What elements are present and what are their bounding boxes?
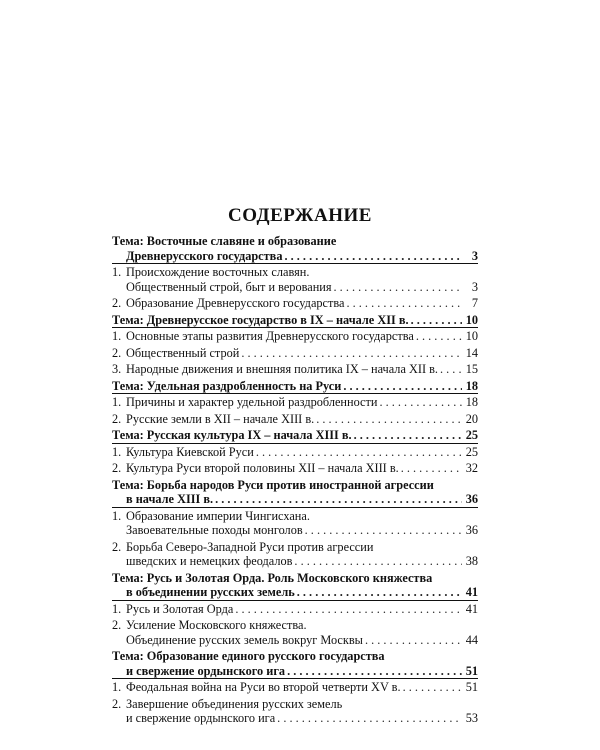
- toc-topic[interactable]: [112, 478, 478, 508]
- toc-topic-line: [112, 249, 478, 264]
- toc-item-text: Общественный строй, быт и верования: [126, 279, 332, 294]
- dot-leader: [365, 633, 462, 648]
- dot-leader: [416, 329, 462, 344]
- toc-item-number: 1.: [112, 601, 122, 616]
- toc-page-number: 38: [465, 554, 478, 568]
- toc-page-number: 18: [465, 395, 478, 409]
- dot-leader: [284, 249, 462, 264]
- toc-item-line: [112, 296, 478, 311]
- toc-item[interactable]: [112, 412, 478, 427]
- toc-item-line: [112, 523, 478, 538]
- toc-item-number: 1.: [112, 265, 122, 279]
- dot-leader: [411, 313, 462, 328]
- toc-item[interactable]: [112, 329, 478, 344]
- toc-item[interactable]: [112, 697, 478, 726]
- toc-item-number: 1.: [112, 329, 122, 343]
- toc-topic-line: [112, 428, 478, 443]
- toc-item-line: [112, 412, 478, 427]
- toc-topic[interactable]: [112, 571, 478, 601]
- dot-leader: [256, 445, 462, 460]
- dot-leader: [379, 395, 462, 410]
- toc-topic-line: [112, 492, 478, 507]
- toc-item-number: 1.: [112, 508, 122, 523]
- toc-page-number: 25: [465, 444, 478, 459]
- toc-topic[interactable]: [112, 313, 478, 329]
- toc-item[interactable]: [112, 265, 478, 294]
- toc-item-line: [112, 711, 478, 726]
- toc-topic-line: [112, 664, 478, 679]
- toc-item-line: [112, 509, 478, 524]
- toc-page-number: 32: [465, 461, 478, 475]
- toc-page-number: 3: [471, 248, 478, 263]
- toc-page-number: 3: [471, 279, 478, 294]
- toc-page-number: 41: [465, 585, 478, 599]
- toc-topic-text: Тема: Русь и Золотая Орда. Роль Московского княжества: [112, 570, 433, 585]
- toc-item-line: [112, 618, 478, 633]
- toc-item-line: [112, 395, 478, 410]
- toc-item-line: [112, 265, 478, 280]
- toc-item-text: Причины и характер удельной раздробленности: [126, 395, 378, 409]
- toc-item-line: [112, 461, 478, 476]
- toc-item-text: Русь и Золотая Орда: [126, 601, 234, 616]
- toc-item-line: [112, 554, 478, 569]
- toc-item-line: [112, 329, 478, 344]
- toc-item-text: Культура Киевской Руси: [126, 444, 254, 459]
- toc-item-number: 1.: [112, 444, 122, 459]
- toc-item[interactable]: [112, 680, 478, 695]
- toc-topic-text: Тема: Борьба народов Руси против иностранной агрессии: [112, 477, 434, 492]
- dot-leader: [334, 280, 462, 295]
- dot-leader: [346, 296, 462, 311]
- toc-page-number: 51: [465, 663, 478, 678]
- toc-item[interactable]: [112, 296, 478, 311]
- toc-item[interactable]: [112, 618, 478, 647]
- toc-page-number: 41: [465, 601, 478, 616]
- toc-item-text: Русские земли в XII – начале XIII в.: [126, 411, 315, 426]
- toc-item-line: [112, 540, 478, 555]
- toc-item-line: [112, 346, 478, 361]
- toc-item-text: Происхождение восточных славян.: [126, 265, 310, 279]
- dot-leader: [354, 428, 462, 443]
- toc-item-number: 1.: [112, 680, 122, 694]
- toc-topic-text: в объединении русских земель: [126, 585, 295, 599]
- toc-item-line: [112, 280, 478, 295]
- toc-page-number: 53: [465, 711, 478, 725]
- toc-item-number: 2.: [112, 345, 122, 360]
- toc-item-text: Образование империи Чингисхана.: [126, 508, 310, 523]
- toc-item-line: [112, 697, 478, 712]
- dot-leader: [287, 664, 462, 679]
- toc-item-line: [112, 445, 478, 460]
- dot-leader: [241, 346, 462, 361]
- toc-page-number: 7: [471, 296, 478, 310]
- toc-topic-text: Тема: Удельная раздробленность на Руси: [112, 378, 342, 393]
- toc-item[interactable]: [112, 362, 478, 377]
- toc-item-number: 2.: [112, 618, 122, 632]
- toc-topic-text: и свержение ордынского ига: [126, 663, 286, 678]
- dot-leader: [440, 362, 462, 377]
- toc-page-number: 36: [465, 523, 478, 537]
- toc-item-line: [112, 633, 478, 648]
- dot-leader: [294, 554, 462, 569]
- toc-topic-line: [112, 571, 478, 586]
- toc-topic-text: Тема: Русская культура IX – начала XIII в.: [112, 428, 352, 442]
- toc-item-line: [112, 602, 478, 617]
- toc-item-text: Народные движения и внешняя политика IX – начала XII в.: [126, 362, 438, 376]
- toc-item-text: Основные этапы развития Древнерусского государства: [126, 329, 414, 343]
- toc-topic[interactable]: [112, 234, 478, 264]
- toc-page-number: 10: [465, 312, 478, 327]
- toc-item-number: 2.: [112, 539, 122, 554]
- table-of-contents: [112, 234, 478, 728]
- toc-item-text: Завершение объединения русских земель: [126, 696, 343, 711]
- toc-item-text: Образование Древнерусского государства: [126, 296, 345, 310]
- toc-item-number: 2.: [112, 411, 122, 426]
- toc-page-number: 25: [465, 428, 478, 442]
- dot-leader: [316, 412, 462, 427]
- dot-leader: [401, 461, 462, 476]
- toc-page-number: 36: [465, 492, 478, 506]
- toc-topic-line: [112, 379, 478, 394]
- toc-page-number: 14: [465, 345, 478, 360]
- dot-leader: [305, 523, 462, 538]
- toc-page-number: 18: [465, 378, 478, 393]
- toc-page-number: 15: [465, 362, 478, 376]
- toc-item-text: Общественный строй: [126, 345, 240, 360]
- toc-item[interactable]: [112, 445, 478, 460]
- toc-item-text: шведских и немецких феодалов: [126, 554, 293, 568]
- dot-leader: [235, 602, 462, 617]
- toc-page-number: 44: [465, 632, 478, 647]
- toc-topic-text: Тема: Древнерусское государство в IX – начале XII в.: [112, 312, 409, 327]
- toc-item-number: 2.: [112, 696, 122, 711]
- toc-item-number: 2.: [112, 296, 122, 310]
- toc-item-number: 3.: [112, 362, 122, 376]
- toc-topic-line: [112, 313, 478, 328]
- dot-leader: [403, 680, 462, 695]
- toc-topic-text: Тема: Восточные славяне и образование: [112, 234, 337, 248]
- toc-item-text: Объединение русских земель вокруг Москвы: [126, 632, 363, 647]
- toc-topic-line: [112, 234, 478, 249]
- toc-page-number: 51: [465, 680, 478, 694]
- toc-item-text: Борьба Северо-Западной Руси против агрессии: [126, 539, 374, 554]
- toc-topic-line: [112, 649, 478, 664]
- toc-topic[interactable]: [112, 379, 478, 395]
- toc-item-line: [112, 362, 478, 377]
- dot-leader: [215, 492, 462, 507]
- dot-leader: [277, 711, 462, 726]
- toc-item-number: 2.: [112, 461, 122, 475]
- toc-topic[interactable]: [112, 428, 478, 444]
- toc-topic[interactable]: [112, 649, 478, 679]
- toc-topic-text: Тема: Образование единого русского государства: [112, 649, 385, 663]
- toc-item[interactable]: [112, 509, 478, 538]
- toc-item[interactable]: [112, 395, 478, 410]
- toc-item-number: 1.: [112, 395, 122, 409]
- toc-item-text: Завоевательные походы монголов: [126, 523, 303, 537]
- page-title: СОДЕРЖАНИЕ: [228, 205, 372, 226]
- toc-topic-line: [112, 478, 478, 493]
- toc-topic-text: в начале XIII в.: [126, 492, 214, 506]
- toc-page-number: 20: [465, 411, 478, 426]
- toc-item[interactable]: [112, 540, 478, 569]
- dot-leader: [297, 585, 462, 600]
- toc-page-number: 10: [465, 329, 478, 343]
- toc-item-text: Феодальная война на Руси во второй четверти XV в.: [126, 680, 401, 694]
- toc-item-line: [112, 680, 478, 695]
- toc-item[interactable]: [112, 602, 478, 617]
- dot-leader: [343, 379, 462, 394]
- toc-item[interactable]: [112, 461, 478, 476]
- toc-topic-text: Древнерусского государства: [126, 248, 283, 263]
- toc-item-text: Культура Руси второй половины XII – начала XIII в.: [126, 461, 399, 475]
- toc-item-text: Усиление Московского княжества.: [126, 618, 307, 632]
- toc-item-text: и свержение ордынского ига: [126, 711, 276, 725]
- toc-topic-line: [112, 585, 478, 600]
- toc-item[interactable]: [112, 346, 478, 361]
